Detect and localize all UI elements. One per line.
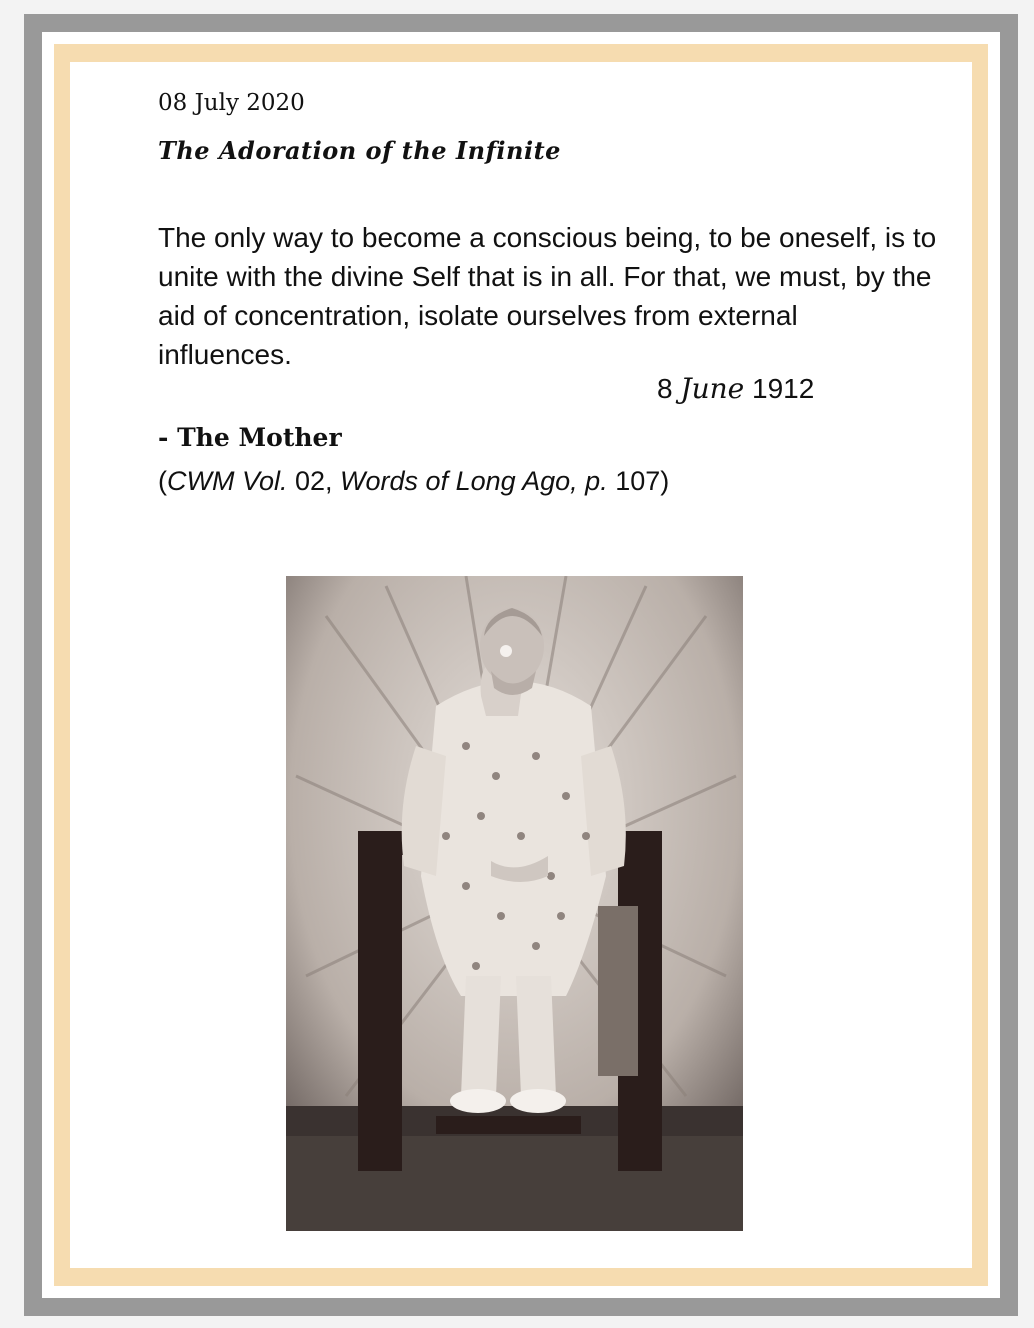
quote-date-day: 8 (657, 373, 673, 404)
quote-text: The only way to become a conscious being, to be oneself, is to unite with the divine Self that is in all. For that, we must, by the aid of concentration, isolate ourselves from external influences. (158, 222, 937, 370)
quote-date-month: June (680, 372, 745, 405)
source-series: CWM Vol. (167, 466, 288, 496)
portrait-photo (286, 576, 743, 1231)
source-book: Words of Long Ago, p. (340, 466, 608, 496)
post-date: 08 July 2020 (158, 90, 305, 116)
author-name: - The Mother (158, 423, 342, 452)
quote-date-year: 1912 (752, 373, 815, 404)
source-page: 107) (607, 466, 670, 496)
source-citation (158, 466, 669, 497)
page-title: The Adoration of the Infinite (158, 136, 561, 165)
portrait-photo-illustration (286, 576, 743, 1231)
source-open: ( (158, 466, 167, 496)
source-volume: 02, (287, 466, 341, 496)
quote-date (657, 372, 814, 405)
